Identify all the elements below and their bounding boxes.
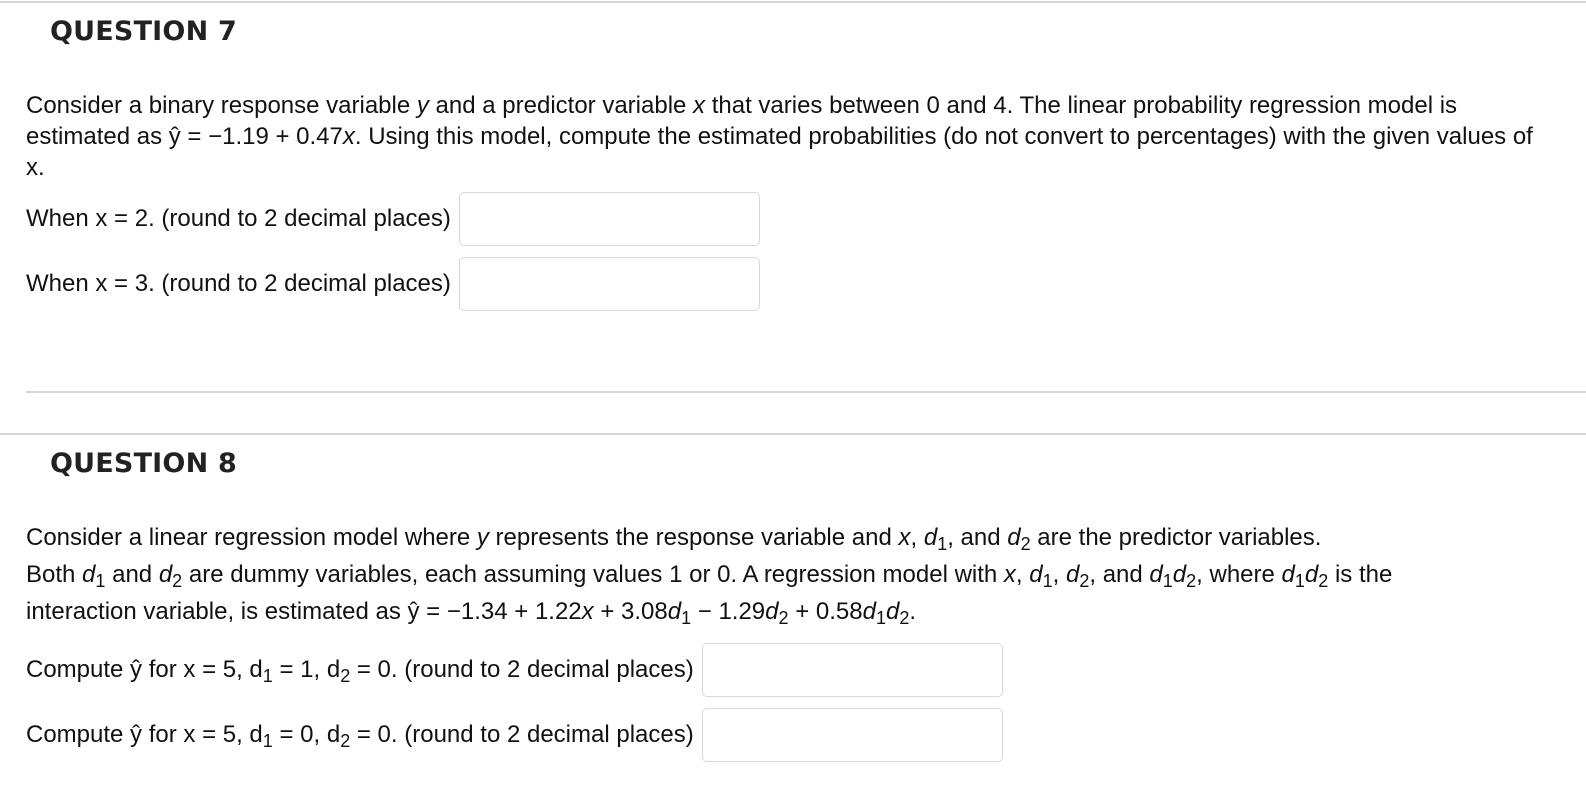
question-7-title: QUESTION 7 <box>50 16 237 47</box>
top-divider <box>0 1 1586 3</box>
question-8-answer-1-input[interactable] <box>702 643 1003 697</box>
question-8-label-1: Compute ŷ for x = 5, $d_1 = 1$, $d_2 = 0$. (round to 2 decimal places) <box>26 656 694 686</box>
question-8-answer-2-input[interactable] <box>702 708 1003 762</box>
question-7-bottom-divider <box>26 391 1586 393</box>
question-7-row-2 <box>26 257 760 311</box>
question-8-row-2 <box>26 708 1003 762</box>
question-8-title: QUESTION 8 <box>50 448 237 479</box>
question-7-row-1 <box>26 192 760 246</box>
question-7-text: Consider a binary response variable y and a predictor variable x that varies between 0 and 4. The linear probability regression model is estimated as ŷ = −1.19 + 0.47x. Using this model, compute the estimated probabilities (do not convert to percentages) with the given values of x. <box>26 92 1533 181</box>
question-8-top-divider <box>0 433 1586 435</box>
question-8-text: Consider a linear regression model where y represents the response variable and x, $d_1$, and $d_2$ are the predictor variables. Both $d_1$ and $d_2$ are dummy variables, each assuming values 1 or 0. A regression model with x, $d_1$, $d_2$, and $d_1d_2$, where $d_1d_2$ is the interaction variable, is estimated as ŷ = $-1.34 + 1.22x + 3.08d_1 - 1.29d_2 + 0.58d_1d_2$. <box>26 524 1393 628</box>
question-7-label-1: When x = 2. (round to 2 decimal places) <box>26 205 451 232</box>
question-8-label-2: Compute ŷ for x = 5, $d_1 = 0$, $d_2 = 0$. (round to 2 decimal places) <box>26 721 694 751</box>
question-8-row-1 <box>26 643 1003 697</box>
question-7-answer-1-input[interactable] <box>459 192 760 246</box>
question-7-label-2: When x = 3. (round to 2 decimal places) <box>26 270 451 297</box>
question-7-answer-2-input[interactable] <box>459 257 760 311</box>
